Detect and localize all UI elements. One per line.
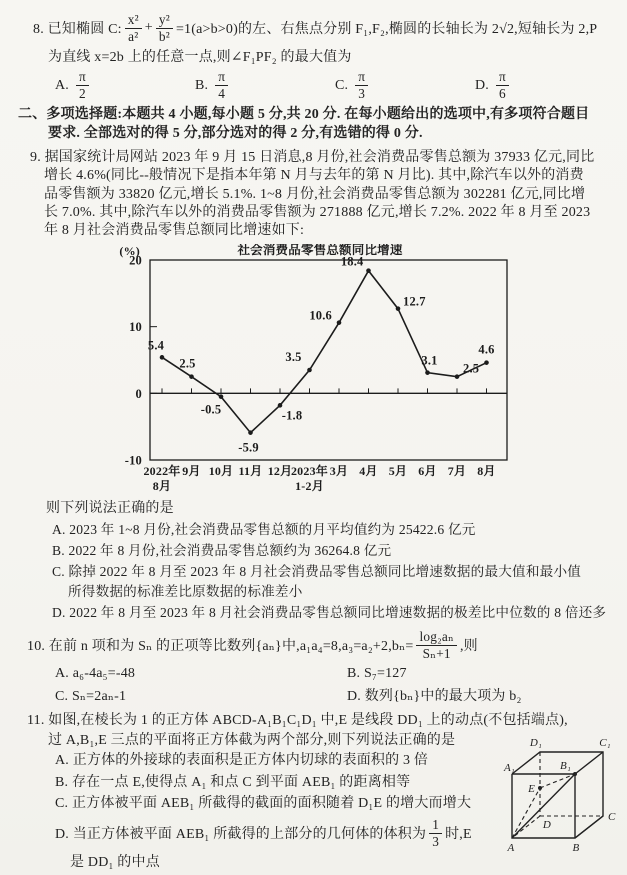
- section-2-line2: 要求. 全部选对的得 5 分,部分选对的得 2 分,有选错的得 0 分.: [48, 126, 423, 141]
- data-label: -5.9: [238, 441, 259, 456]
- q11-option-b: B. 存在一点 E,使得点 A₁ 和点 C 到平面 AEB₁ 的距离相等: [55, 774, 411, 790]
- q10-stem: [27, 627, 627, 663]
- fraction-pi-4: $\frac{\pi}{4}$: [215, 70, 228, 101]
- vertex-label-d1: D₁: [529, 737, 543, 749]
- x-category-label: 9月: [182, 464, 201, 479]
- q11-stem-line1: 11. 如图,在棱长为 1 的正方体 ABCD-A₁B₁C₁D₁ 中,E 是线段 DD₁ 上的动点(不包括端点),: [27, 713, 568, 729]
- data-point: [425, 371, 430, 376]
- q9-option-c-cont: 所得数据的标准差比原数据的标准差小: [68, 584, 303, 600]
- y-axis-unit-label: (%): [119, 244, 140, 259]
- data-point: [278, 404, 283, 409]
- q8-stem-line1: [33, 10, 627, 46]
- fraction-log2an-sn1: $\frac{\text{log₂aₙ}}{\text{Sₙ+1}}$: [416, 630, 456, 661]
- q11-option-d-cont: 是 DD₁ 的中点: [70, 854, 160, 870]
- data-label: 10.6: [309, 309, 332, 324]
- x-category-label: 11月: [238, 464, 263, 479]
- q9-conclusion: 则下列说法正确的是: [46, 501, 174, 517]
- data-point: [455, 375, 460, 380]
- q10-option-a: A. a₆-4a₅=-48: [55, 666, 136, 682]
- q8-option-b: B. $\frac{\pi}{4}$: [195, 70, 335, 101]
- data-point: [160, 356, 165, 361]
- data-point: [366, 269, 371, 274]
- vertex-label-a: A: [507, 842, 515, 854]
- x-category-label: 8月: [152, 479, 172, 494]
- data-label: 12.7: [403, 295, 426, 310]
- x-category-label: 2022年: [143, 464, 181, 479]
- plus-sign: +: [144, 20, 153, 35]
- section-2-header: [0, 105, 627, 143]
- q11-option-d-post: 时,E: [445, 827, 472, 843]
- x-category-label: 7月: [447, 464, 467, 479]
- fraction-pi-2: $\frac{\pi}{2}$: [76, 70, 89, 101]
- chart-title: 社会消费品零售总额同比增速: [237, 244, 403, 258]
- x-category-label: 4月: [359, 464, 378, 479]
- vertex-label-e: E: [528, 783, 535, 795]
- vertex-label-b: B: [572, 842, 580, 854]
- question-9: [0, 149, 627, 240]
- data-point: [307, 368, 312, 373]
- question-10: [0, 627, 627, 707]
- retail-growth-chart-figure: [92, 244, 627, 496]
- section-2-line1: 二、多项选择题:本题共 4 小题,每小题 5 分,共 20 分. 在每小题给出的选项中,有多项符合题目: [18, 107, 590, 122]
- q9-stem-line: 品零售额为 33820 亿元,增长 5.1%. 1~8 月份,社会消费品零售总额为 302281 亿元,同比增: [44, 186, 586, 202]
- fraction-x2-a2: $\frac{\text{x²}}{\text{a²}}$: [125, 13, 142, 44]
- data-label: 5.4: [147, 338, 165, 353]
- q9-stem-line: 年 8 月社会消费品零售总额同比增速如下:: [44, 223, 305, 239]
- q8-options: [55, 70, 627, 101]
- q10-option-b: B. S₇=127: [347, 666, 407, 682]
- q8-option-d: D. $\frac{\pi}{6}$: [475, 70, 615, 101]
- x-category-label: 1-2月: [295, 479, 324, 494]
- data-point: [484, 361, 489, 366]
- x-category-label: 5月: [388, 464, 408, 479]
- fraction-pi-6: $\frac{\pi}{6}$: [496, 70, 509, 101]
- q8-option-a: A. $\frac{\pi}{2}$: [55, 70, 195, 101]
- vertex-label-b1: B₁: [560, 760, 571, 772]
- q8-stem-line2: 为直线 x=2b 上的任意一点,则∠F₁PF₂ 的最大值为: [48, 50, 352, 65]
- data-point: [189, 375, 194, 380]
- data-point: [219, 395, 224, 400]
- cube-points: [538, 772, 577, 790]
- line-chart: [92, 244, 522, 496]
- cube-visible-edges: [512, 752, 603, 838]
- q10-stem-pre: 10. 在前 n 项和为 Sₙ 的正项等比数列{aₙ}中,a₁a₄=8,a₃=a₂+2,bₙ=: [27, 639, 414, 655]
- x-category-label: 2023年: [290, 464, 329, 479]
- y-tick-label: 20: [129, 253, 142, 268]
- q11-stem-line2: 过 A,B₁,E 三点的平面将正方体截为两个部分,则下列说法正确的是: [48, 732, 456, 748]
- data-label: 2.5: [179, 357, 196, 372]
- x-category-label: 10月: [208, 464, 234, 479]
- q10-option-c: C. Sₙ=2aₙ-1: [55, 689, 127, 705]
- vertex-label-d: D: [542, 819, 552, 831]
- x-category-label: 6月: [418, 464, 437, 479]
- q10-stem-post: ,则: [459, 639, 478, 655]
- vertex-label-a1: A₁: [504, 762, 515, 774]
- x-category-label: 12月: [267, 464, 293, 479]
- vertex-label-c: C: [608, 811, 616, 823]
- data-point: [337, 321, 342, 326]
- q11-option-d-pre: D. 当正方体被平面 AEB₁ 所截得的上部分的几何体的体积为: [55, 827, 427, 843]
- y-tick-label: -10: [124, 453, 142, 468]
- q9-option-c: C. 除掉 2022 年 8 月至 2023 年 8 月社会消费品零售总额同比增速数据的最大值和最小值: [52, 563, 582, 579]
- fraction-pi-3: $\frac{\pi}{3}$: [355, 70, 368, 101]
- y-tick-label: 0: [135, 387, 142, 402]
- q9-stem-line: 长 7.0%. 其中,除汽车以外的消费品零售额为 271888 亿元,增长 7.2%. 2022 年 8 月至 2023: [44, 204, 591, 220]
- q9-option-b: B. 2022 年 8 月份,社会消费品零售总额约为 36264.8 亿元: [52, 543, 392, 559]
- q10-option-d: D. 数列{bₙ}中的最大项为 b₂: [347, 689, 522, 705]
- q9-options: [0, 520, 627, 623]
- data-label: 4.6: [478, 343, 495, 358]
- fraction-1-3: $\frac{1}{3}$: [429, 818, 442, 849]
- plot-frame: [147, 260, 507, 460]
- q9-stem-line: 增长 4.6%(同比--般情况下是指本年第 N 月与去年的第 N 月比). 其中,除汽车以外的消费: [44, 168, 584, 184]
- q8-option-c: C. $\frac{\pi}{3}$: [335, 70, 475, 101]
- q9-option-a: A. 2023 年 1~8 月份,社会消费品零售总额的月平均值约为 25422.6 亿元: [52, 522, 476, 538]
- data-label: 2.5: [463, 362, 480, 377]
- cube-figure: [502, 726, 624, 858]
- vertex-label-c1: C₁: [599, 737, 611, 749]
- q11-option-c: C. 正方体被平面 AEB₁ 所截得的截面的面积随着 D₁E 的增大而增大: [55, 796, 472, 812]
- q9-stem-line: 9. 据国家统计局网站 2023 年 9 月 15 日消息,8 月份,社会消费品零售总额为 37933 亿元,同比: [30, 150, 595, 165]
- data-label: 3.5: [285, 350, 302, 365]
- data-label: 18.4: [340, 255, 364, 270]
- fraction-y2-b2: $\frac{\text{y²}}{\text{b²}}$: [156, 13, 173, 44]
- data-label: -0.5: [200, 403, 222, 418]
- q10-options: [55, 663, 627, 707]
- data-point: [248, 431, 253, 436]
- x-category-label: 8月: [477, 464, 496, 479]
- q9-option-d: D. 2022 年 8 月至 2023 年 8 月社会消费品零售总额同比增速数据的极差比中位数的 8 倍还多: [52, 604, 607, 620]
- x-category-label: 3月: [329, 464, 349, 479]
- q8-stem-pre: 8. 已知椭圆 C:: [33, 22, 122, 37]
- data-point: [396, 307, 401, 312]
- data-label: -1.8: [281, 408, 303, 423]
- q8-stem-rest: =1(a>b>0)的左、右焦点分别 F₁,F₂,椭圆的长轴长为 2√2,短轴长为 2,P: [175, 22, 598, 37]
- q11-option-a: A. 正方体的外接球的表面积是正方体内切球的表面积的 3 倍: [55, 753, 429, 769]
- y-tick-label: 10: [129, 320, 142, 335]
- data-label: 3.1: [421, 354, 438, 369]
- question-8: [0, 10, 627, 101]
